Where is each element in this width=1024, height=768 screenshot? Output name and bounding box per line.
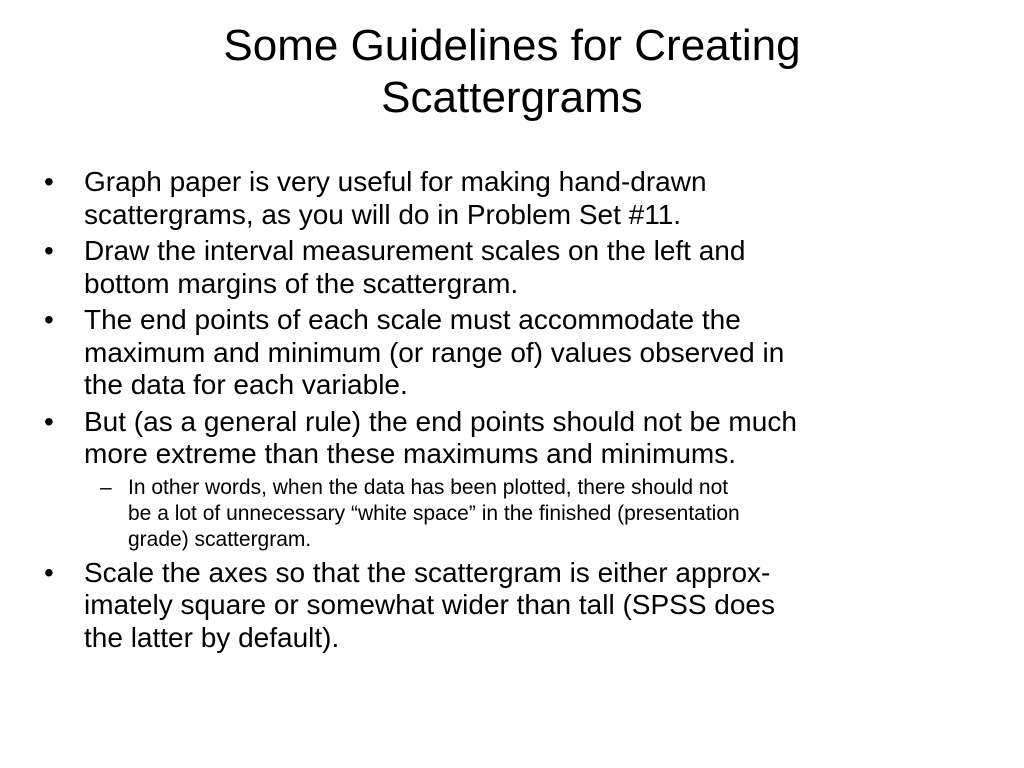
slide-title xyxy=(120,20,904,124)
bullet-text-line: scattergrams, as you will do in Problem Set #11. xyxy=(84,198,682,230)
bullet-text-line: bottom margins of the scattergram. xyxy=(84,267,519,299)
bullet-text-line: The end points of each scale must accommodate the xyxy=(84,304,741,335)
bullet-marker: • xyxy=(44,405,54,437)
sub-bullet-text-line: be a lot of unnecessary “white space” in the finished (presentation xyxy=(128,501,740,525)
bullet-text-line: the data for each variable. xyxy=(84,369,408,400)
sub-bullet-text-line: In other words, when the data has been plotted, there should not xyxy=(128,475,729,499)
bullet-marker: • xyxy=(44,235,54,266)
bullet-text-line: the latter by default). xyxy=(84,621,340,653)
bullet-marker: • xyxy=(44,166,54,197)
bullet-text-line: Scale the axes so that the scattergram is either approx- xyxy=(84,556,771,588)
bullet-text-line: maximum and minimum (or range of) values observed in xyxy=(84,336,785,368)
title-line-2: Scattergrams xyxy=(381,73,643,122)
bullet-text-line: Graph paper is very useful for making hand-drawn xyxy=(84,166,707,197)
bullet-marker: • xyxy=(44,304,54,335)
bullet-marker: • xyxy=(44,556,54,588)
sub-bullet-item-white-space xyxy=(44,475,974,553)
bullet-item-end-points xyxy=(44,304,974,402)
bullet-item-draw-scales xyxy=(44,235,974,300)
sub-bullet-text-line: grade) scattergram. xyxy=(128,527,312,551)
bullet-text-line: Draw the interval measurement scales on the left and xyxy=(84,235,746,266)
title-line-1: Some Guidelines for Creating xyxy=(223,21,801,70)
bullet-item-scale-axes xyxy=(44,557,974,655)
bullet-item-general-rule xyxy=(44,406,974,471)
sub-bullet-marker: – xyxy=(100,475,112,499)
bullet-text-line: imately square or somewhat wider than tall (SPSS does xyxy=(84,589,775,620)
bullet-text-line: But (as a general rule) the end points should not be much xyxy=(84,405,797,437)
bullet-item-graph-paper xyxy=(44,166,974,231)
bullet-list xyxy=(44,166,974,658)
bullet-text-line: more extreme than these maximums and minimums. xyxy=(84,438,736,469)
